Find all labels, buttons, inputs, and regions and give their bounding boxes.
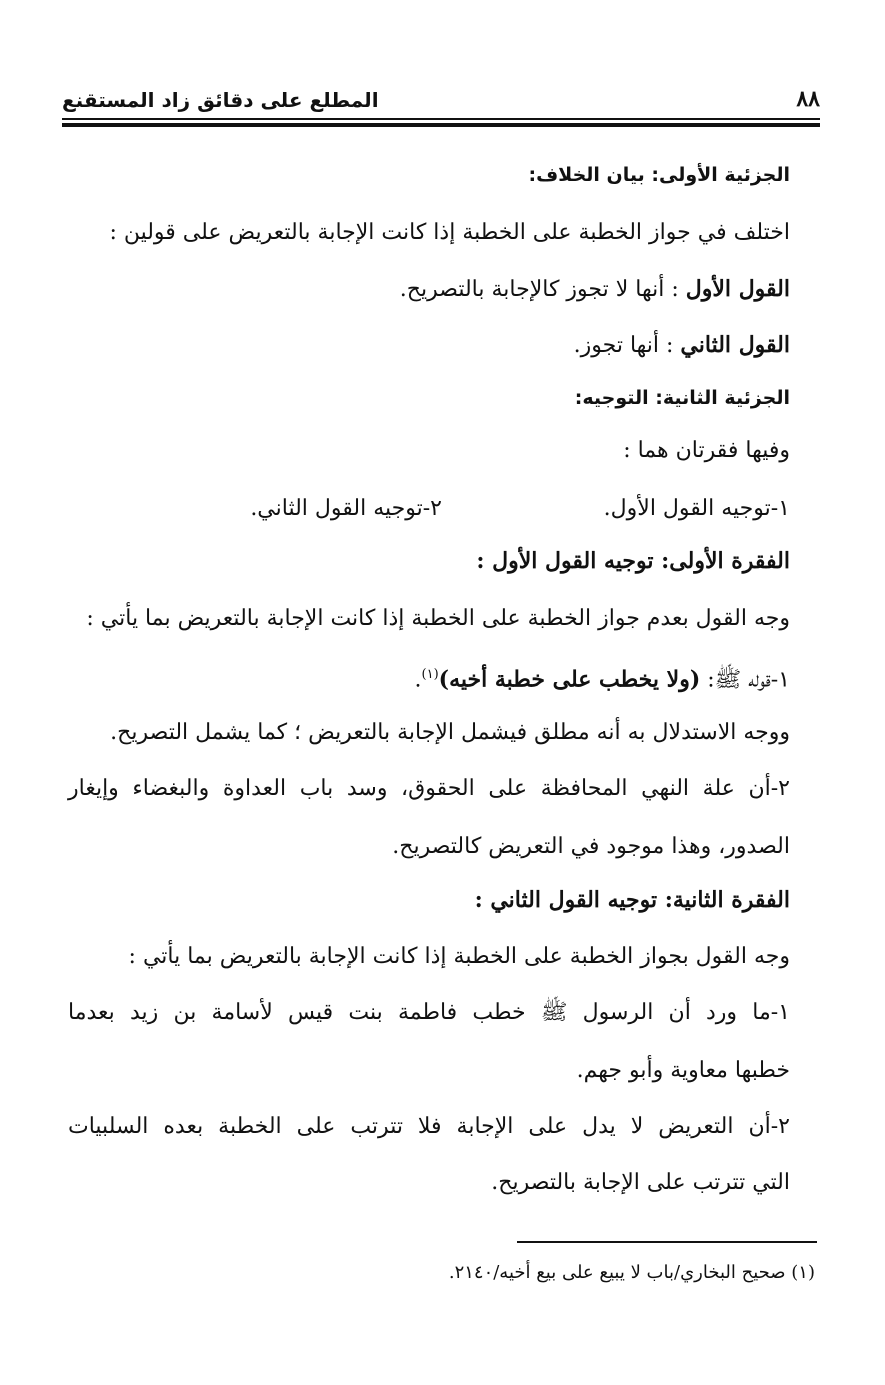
paragraph-line: وفيها فقرتان هما : (623, 438, 790, 463)
opinion-text: : أنها تجوز. (573, 333, 681, 358)
opinion-text: : أنها لا تجوز كالإجابة بالتصريح. (399, 277, 686, 302)
paragraph-line: ووجه الاستدلال به أنه مطلق فيشمل الإجابة بالتعريض ؛ كما يشمل التصريح. (110, 720, 790, 745)
hadith-line: ١-قوله ﷺ: (ولا يخطب على خطبة أخيه)$^{(١)}$. (414, 666, 790, 693)
opinion-two (574, 330, 790, 361)
section-heading: الفقرة الأولى: توجيه القول الأول : (476, 548, 790, 574)
paragraph-line: وجه القول بجواز الخطبة على الخطبة إذا كانت الإجابة بالتعريض بما يأتي : (128, 944, 790, 969)
header-rule-thin (62, 118, 820, 120)
item-prefix: ١-قوله ﷺ: (700, 667, 790, 693)
opinion-one (400, 274, 790, 305)
list-item: ١-توجيه القول الأول. (603, 496, 790, 521)
footnote: (١) صحيح البخاري/باب لا يبيع على بيع أخيه/٢١٤٠. (448, 1262, 815, 1283)
subsection-heading-2: الجزئية الثانية: التوجيه: (574, 387, 790, 409)
paragraph-line: ١-ما ورد أن الرسول ﷺ خطب فاطمة بنت قيس لأسامة بن زيد بعدما (68, 1000, 790, 1025)
hadith-quote: (ولا يخطب على خطبة أخيه) (438, 666, 701, 693)
paragraph-line: ٢-أن التعريض لا يدل على الإجابة فلا تترتب على الخطبة بعده السلبيات (68, 1114, 790, 1139)
book-title: المطلع على دقائق زاد المستقنع (62, 88, 379, 112)
opinion-label: القول الثاني (680, 332, 790, 358)
paragraph-line: خطبها معاوية وأبو جهم. (576, 1058, 790, 1083)
footnote-separator (517, 1241, 817, 1243)
footnote-ref: (١) (421, 667, 439, 682)
subsection-heading-1: الجزئية الأولى: بيان الخلاف: (528, 164, 790, 186)
paragraph-line: اختلف في جواز الخطبة على الخطبة إذا كانت الإجابة بالتعريض على قولين : (109, 220, 790, 245)
opinion-label: القول الأول (685, 276, 790, 302)
list-item: ٢-توجيه القول الثاني. (250, 496, 442, 521)
section-heading: الفقرة الثانية: توجيه القول الثاني : (474, 887, 790, 913)
header-rule-thick (62, 123, 820, 127)
paragraph-line: الصدور، وهذا موجود في التعريض كالتصريح. (392, 834, 790, 859)
paragraph-line: ٢-أن علة النهي المحافظة على الحقوق، وسد باب العداوة والبغضاء وإيغار (68, 776, 790, 801)
paragraph-line: التي تترتب على الإجابة بالتصريح. (491, 1170, 790, 1195)
page-number: ٨٨ (796, 86, 820, 112)
paragraph-line: وجه القول بعدم جواز الخطبة على الخطبة إذا كانت الإجابة بالتعريض بما يأتي : (86, 606, 790, 631)
running-header (62, 80, 820, 110)
